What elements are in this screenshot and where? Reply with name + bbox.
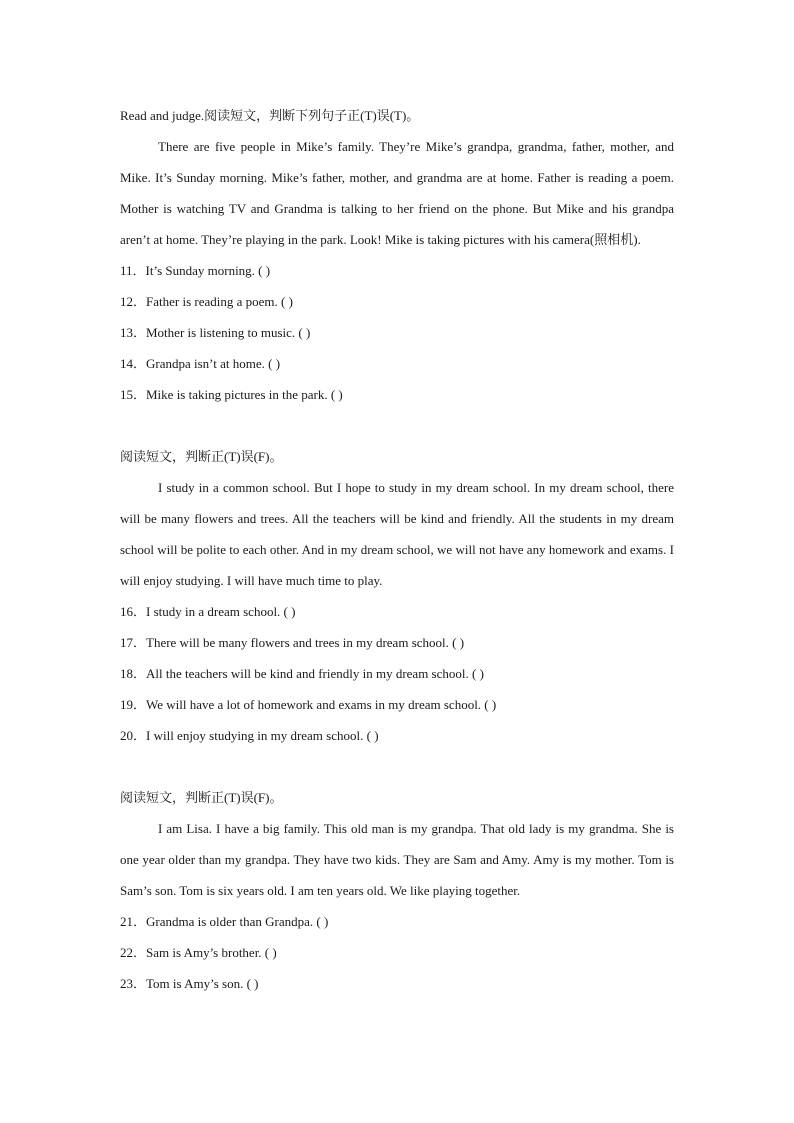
- section-heading: 阅读短文，判断正(T)误(F)。: [120, 790, 283, 805]
- reading-section-2: [120, 441, 674, 751]
- question-item: 20．I will enjoy studying in my dream school. ( ): [120, 728, 379, 743]
- reading-passage: I study in a common school. But I hope to study in my dream school. In my dream school, there will be many flowers and trees. All the teachers will be kind and friendly. All the students in my dream school will be polite to each other. And in my dream school, we will not have any homework and exams. I will enjoy studying. I will have much time to play.: [120, 480, 674, 588]
- question-item: 18．All the teachers will be kind and friendly in my dream school. ( ): [120, 666, 484, 681]
- reading-section-1: [120, 100, 674, 410]
- question-item: 17．There will be many flowers and trees in my dream school. ( ): [120, 635, 465, 650]
- question-item: 23．Tom is Amy’s son. ( ): [120, 976, 259, 991]
- question-item: 21．Grandma is older than Grandpa. ( ): [120, 914, 329, 929]
- question-item: 22．Sam is Amy’s brother. ( ): [120, 945, 277, 960]
- question-item: 15．Mike is taking pictures in the park. ( ): [120, 387, 343, 402]
- question-item: 13．Mother is listening to music. ( ): [120, 325, 311, 340]
- question-item: 19．We will have a lot of homework and exams in my dream school. ( ): [120, 697, 497, 712]
- question-item: 14．Grandpa isn’t at home. ( ): [120, 356, 281, 371]
- reading-passage: I am Lisa. I have a big family. This old man is my grandpa. That old lady is my grandma. She is one year older than my grandpa. They have two kids. They are Sam and Amy. Amy is my mother. Tom is Sam’s son. Tom is six years old. I am ten years old. We like playing together.: [120, 821, 674, 898]
- worksheet-page: [120, 100, 674, 999]
- section-heading: Read and judge.阅读短文，判断下列句子正(T)误(T)。: [120, 108, 420, 123]
- question-item: 12．Father is reading a poem. ( ): [120, 294, 293, 309]
- section-heading: 阅读短文，判断正(T)误(F)。: [120, 449, 283, 464]
- reading-section-3: [120, 782, 674, 999]
- reading-passage: There are five people in Mike’s family. They’re Mike’s grandpa, grandma, father, mother, and Mike. It’s Sunday morning. Mike’s father, mother, and grandma are at home. Father is reading a poem. Mother is watching TV and Grandma is talking to her friend on the phone. But Mike and his grandpa aren’t at home. They’re playing in the park. Look! Mike is taking pictures with his camera(照相机).: [120, 139, 674, 247]
- question-item: 11．It’s Sunday morning. ( ): [120, 263, 271, 278]
- question-item: 16．I study in a dream school. ( ): [120, 604, 296, 619]
